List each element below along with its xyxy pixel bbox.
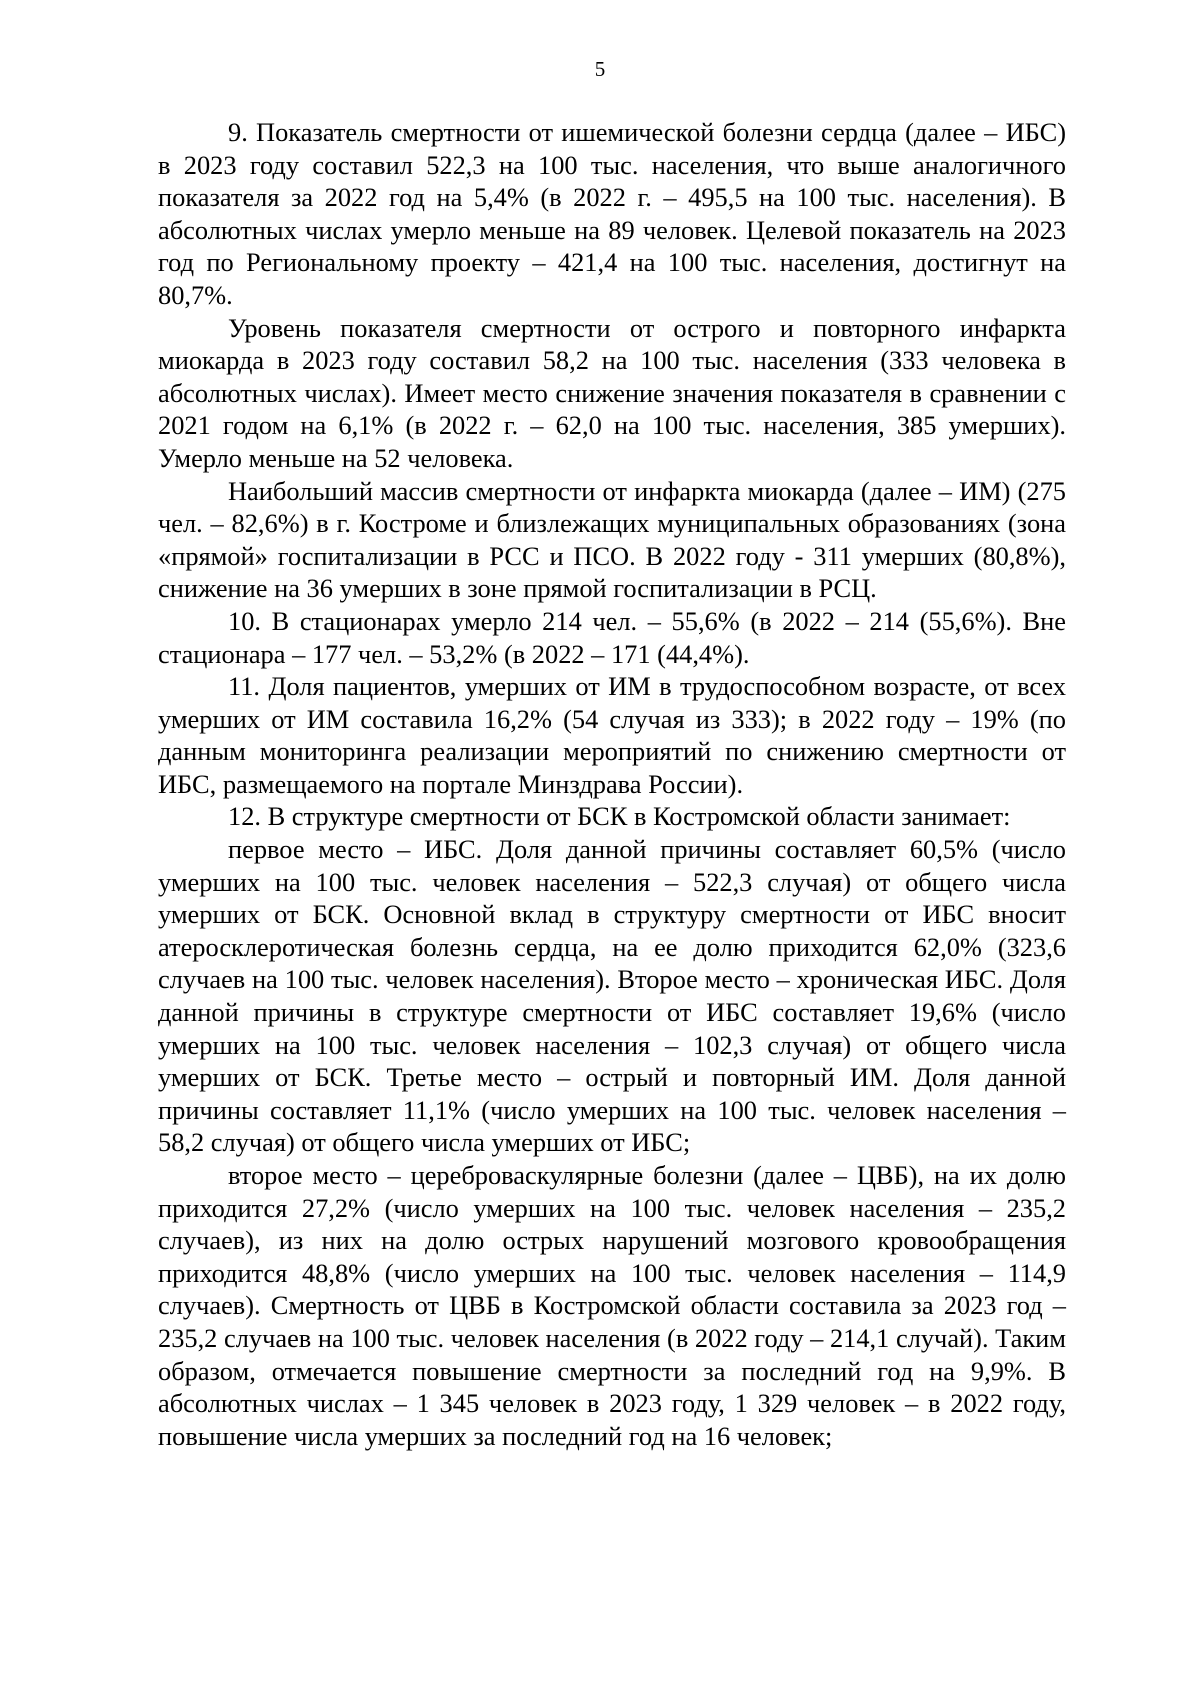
paragraph-hospital-deaths: 10. В стационарах умерло 214 чел. – 55,6% (в 2022 – 214 (55,6%). Вне стационара – 177 чел. – 53,2% (в 2022 – 171 (44,4%). [158, 605, 1066, 669]
paragraph-second-place-cvd: второе место – цереброваскулярные болезни (далее – ЦВБ), на их долю приходится 27,2% (число умерших на 100 тыс. человек населения – 235,2 случаев), из них на долю острых нарушений мозгового кровообращения приходится 48,8% (число умерших на 100 тыс. человек населения – 114,9 случаев). Смертность от ЦВБ в Костромской области составила за 2023 год – 235,2 случаев на 100 тыс. человек населения (в 2022 году – 214,1 случай). Таким образом, отмечается повышение смертности за последний год на 9,9%. В абсолютных числах – 1 345 человек в 2023 году, 1 329 человек – в 2022 году, повышение числа умерших за последний год на 16 человек; [158, 1160, 1066, 1451]
page-number: 5 [594, 57, 606, 81]
paragraph-working-age-share: 11. Доля пациентов, умерших от ИМ в трудоспособном возрасте, от всех умерших от ИМ составила 16,2% (54 случая из 333); в 2022 году – 19% (по данным мониторинга реализации мероприятий по снижению смертности от ИБС, размещаемого на портале Минздрава России). [158, 671, 1066, 799]
paragraph-infarction-zone: Наибольший массив смертности от инфаркта миокарда (далее – ИМ) (275 чел. – 82,6%) в г. Костроме и близлежащих муниципальных образованиях (зона «прямой» госпитализации в РСС и ПСО. В 2022 году - 311 умерших (80,8%), снижение на 36 умерших в зоне прямой госпитализации в РСЦ. [158, 475, 1066, 604]
paragraph-first-place-ibs: первое место – ИБС. Доля данной причины составляет 60,5% (число умерших на 100 тыс. человек населения – 522,3 случая) от общего числа умерших от БСК. Основной вклад в структуру смертности от ИБС вносит атеросклеротическая болезнь сердца, на ее долю приходится 62,0% (323,6 случаев на 100 тыс. человек населения). Второе место – хроническая ИБС. Доля данной причины в структуре смертности от ИБС составляет 19,6% (число умерших на 100 тыс. человек населения – 102,3 случая) от общего числа умерших от БСК. Третье место – острый и повторный ИМ. Доля данной причины составляет 11,1% (число умерших на 100 тыс. человек населения – 58,2 случая) от общего числа умерших от ИБС; [158, 834, 1066, 1158]
body-text [158, 116, 1066, 1452]
paragraph-ibs-mortality: 9. Показатель смертности от ишемической болезни сердца (далее – ИБС) в 2023 году составил 522,3 на 100 тыс. населения, что выше аналогичного показателя за 2022 год на 5,4% (в 2022 г. – 495,5 на 100 тыс. населения). В абсолютных числах умерло меньше на 89 человек. Целевой показатель на 2023 год по Региональному проекту – 421,4 на 100 тыс. населения, достигнут на 80,7%. [158, 117, 1066, 310]
paragraph-infarction-level: Уровень показателя смертности от острого и повторного инфаркта миокарда в 2023 году составил 58,2 на 100 тыс. населения (333 человека в абсолютных числах). Имеет место снижение значения показателя в сравнении с 2021 годом на 6,1% (в 2022 г. – 62,0 на 100 тыс. населения, 385 умерших). Умерло меньше на 52 человека. [158, 312, 1066, 473]
paragraph-structure-heading: 12. В структуре смертности от БСК в Костромской области занимает: [228, 801, 1011, 832]
